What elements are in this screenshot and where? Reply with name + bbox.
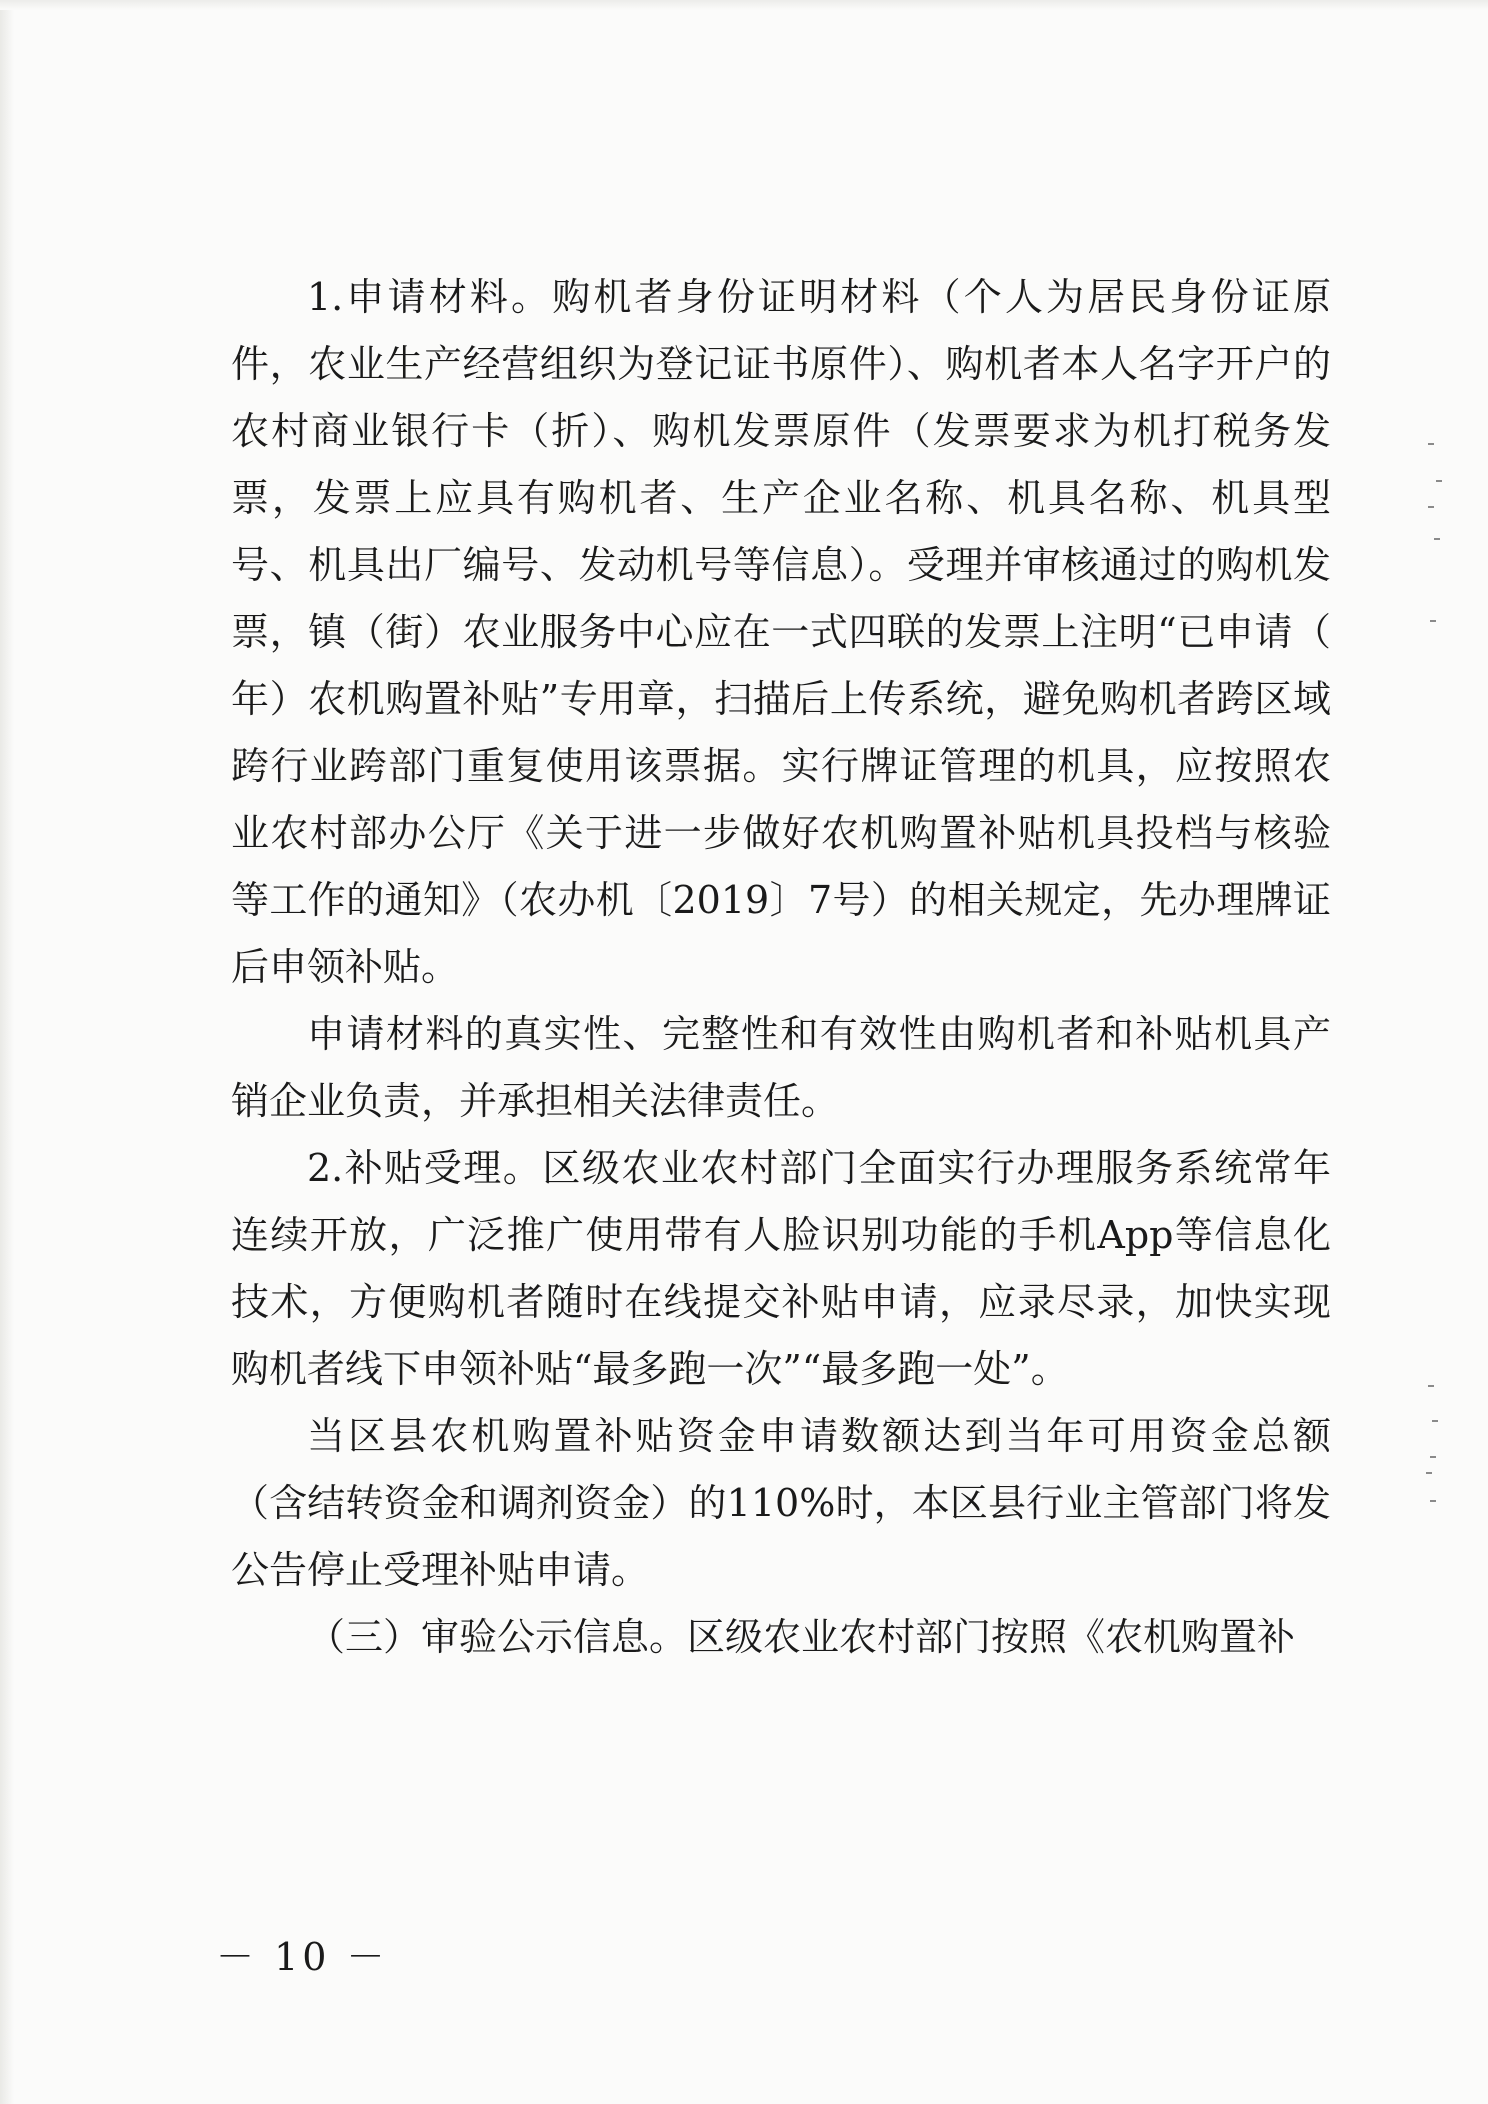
bleed-mark	[1430, 620, 1436, 622]
paragraph-application-materials: 1.申请材料。购机者身份证明材料（个人为居民身份证原件，农业生产经营组织为登记证书原件）、购机者本人名字开户的农村商业银行卡（折）、购机发票原件（发票要求为机打税务发票，发票上应具有购机者、生产企业名称、机具名称、机具型号、机具出厂编号、发动机号等信息）。受理并审核通过的购机发票，镇（街）农业服务中心应在一式四联的发票上注明“已申请（ 年）农机购置补贴”专用章，扫描后上传系统，避免购机者跨区域跨行业跨部门重复使用该票据。实行牌证管理的机具，应按照农业农村部办公厅《关于进一步做好农机购置补贴机具投档与核验等工作的通知》（农办机〔2019〕7号）的相关规定，先办理牌证后申领补贴。	[231, 275, 1370, 989]
page-number: － 10 －	[216, 1935, 389, 1979]
bleed-mark	[1426, 1472, 1432, 1474]
paragraph-review-publicity: （三）审验公示信息。区级农业农村部门按照《农机购置补	[307, 1615, 1296, 1659]
scan-edge	[0, 0, 1488, 10]
bleed-mark	[1432, 1420, 1438, 1422]
bleed-mark	[1428, 506, 1434, 508]
bleed-mark	[1428, 1385, 1434, 1387]
bleed-mark	[1428, 443, 1434, 445]
paragraph-material-responsibility: 申请材料的真实性、完整性和有效性由购机者和补贴机具产销企业负责，并承担相关法律责任。	[231, 1012, 1331, 1123]
scan-edge	[0, 0, 14, 2104]
bleed-mark	[1434, 538, 1440, 540]
bleed-mark	[1430, 1456, 1436, 1458]
paragraph-acceptance-stop: 当区县农机购置补贴资金申请数额达到当年可用资金总额（含结转资金和调剂资金）的110%时，本区县行业主管部门将发公告停止受理补贴申请。	[231, 1414, 1331, 1592]
bleed-mark	[1430, 1500, 1436, 1502]
bleed-mark	[1436, 480, 1442, 482]
paragraph-subsidy-acceptance: 2.补贴受理。区级农业农村部门全面实行办理服务系统常年连续开放，广泛推广使用带有人脸识别功能的手机App等信息化技术，方便购机者随时在线提交补贴申请，应录尽录，加快实现购机者线下申领补贴“最多跑一次”“最多跑一处”。	[231, 1146, 1331, 1391]
body-text	[231, 264, 1370, 1671]
